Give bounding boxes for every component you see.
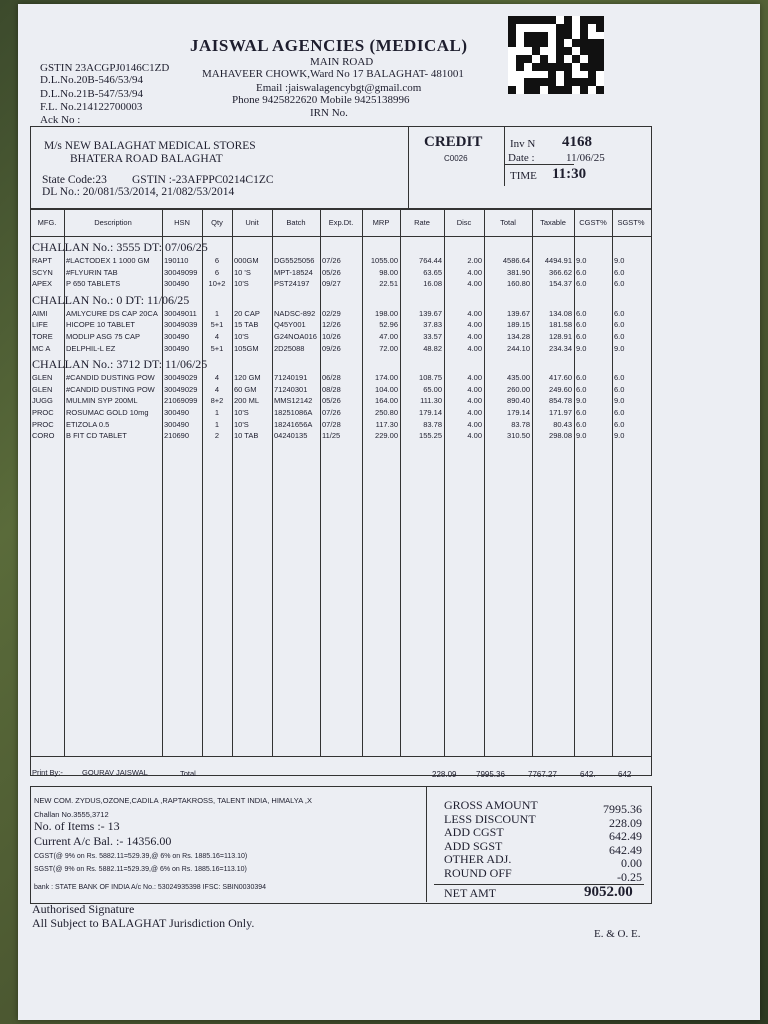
- table-cell: 4.00: [467, 267, 482, 277]
- table-cell: 154.37: [549, 279, 572, 289]
- printed-by-name: GOURAV JAISWAL: [82, 768, 148, 777]
- table-cell: GLEN: [32, 373, 53, 383]
- table-cell: 179.14: [419, 408, 442, 417]
- table-cell: CORO: [32, 431, 55, 441]
- column-header: Description: [94, 218, 132, 227]
- table-cell: 06/28: [322, 373, 341, 383]
- summary-label: ROUND OFF: [444, 865, 512, 880]
- table-cell: MULMIN SYP 200ML: [66, 396, 138, 406]
- summary-label: ADD CGST: [444, 825, 504, 839]
- table-cell: 30049011: [164, 308, 197, 318]
- table-cell: 300490: [164, 343, 190, 353]
- table-cell: 000GM: [234, 256, 259, 265]
- column-divider: [162, 208, 163, 756]
- sgst-note: SGST(@ 9% on Rs. 5882.11=529.39,@ 6% on Rs. 1885.16=113.10): [34, 866, 247, 873]
- table-cell: 52.96: [379, 320, 398, 330]
- table-cell: 10'S: [234, 408, 249, 417]
- seller-fl: F.L. No.214122700003: [40, 101, 143, 113]
- table-cell: 189.15: [507, 320, 530, 330]
- table-cell: 300490: [164, 332, 190, 341]
- table-cell: 4.00: [467, 279, 482, 289]
- table-cell: 63.65: [423, 267, 442, 277]
- table-cell: 6.0: [614, 419, 625, 429]
- table-cell: 10'S: [234, 332, 249, 341]
- column-header: SGST%: [617, 218, 645, 227]
- eoe-note: E. & O. E.: [594, 928, 641, 940]
- summary-label: LESS DISCOUNT: [444, 811, 536, 826]
- table-cell: 98.00: [379, 267, 398, 277]
- table-cell: 4494.91: [544, 256, 572, 265]
- table-cell: 854.78: [549, 396, 572, 406]
- table-cell: 30049099: [164, 267, 198, 277]
- column-divider: [574, 208, 575, 756]
- irn-no: IRN No.: [310, 107, 348, 119]
- column-header: MRP: [372, 218, 390, 227]
- companies-note: NEW COM. ZYDUS,OZONE,CADILA ,RAPTAKROSS, TALENT INDIA, HIMALYA ,X: [34, 796, 312, 805]
- table-cell: 60 GM: [234, 384, 257, 394]
- table-cell: 9.0: [576, 396, 587, 406]
- table-cell: 5+1: [210, 343, 224, 353]
- column-divider: [320, 208, 321, 756]
- table-cell: 120 GM: [234, 373, 261, 383]
- table-cell: 6: [214, 256, 220, 265]
- table-cell: PST24197: [274, 279, 310, 289]
- table-cell: 417.60: [549, 373, 572, 383]
- table-cell: 298.08: [549, 431, 572, 441]
- table-cell: 4.00: [467, 408, 482, 417]
- table-cell: 9.0: [576, 256, 587, 265]
- seller-gstin: GSTIN 23ACGPJ0146C1ZD: [40, 62, 170, 74]
- table-cell: 2D25088: [274, 343, 305, 353]
- table-cell: 6.0: [576, 408, 587, 417]
- table-cell: G24NOA016: [274, 332, 317, 341]
- table-cell: AMLYCURE DS CAP 20CA: [66, 308, 158, 318]
- table-cell: 6.0: [576, 308, 587, 318]
- table-cell: #CANDID DUSTING POW: [66, 373, 155, 383]
- table-cell: 80.43: [553, 419, 572, 429]
- table-cell: ROSUMAC GOLD 10mg: [66, 408, 149, 417]
- invoice-date: 11/06/25: [566, 152, 605, 164]
- table-cell: 890.40: [507, 396, 530, 406]
- table-cell: 174.00: [375, 373, 398, 383]
- table-cell: PROC: [32, 408, 54, 417]
- table-cell: 10/26: [322, 332, 341, 341]
- table-cell: 111.30: [420, 396, 442, 406]
- invoice-paper: [18, 4, 760, 1020]
- table-cell: 1: [214, 408, 220, 417]
- table-cell: DG5525056: [274, 256, 315, 265]
- table-cell: 366.62: [549, 267, 572, 277]
- table-cell: 30049039: [164, 320, 198, 330]
- inv-label: Inv N: [510, 138, 536, 150]
- table-cell: ETIZOLA 0.5: [66, 419, 110, 429]
- table-cell: 20 CAP: [234, 308, 260, 318]
- authorised-signature: Authorised Signature: [32, 902, 135, 916]
- party-state-code: State Code:23: [42, 174, 107, 186]
- table-cell: 07/26: [322, 408, 341, 417]
- table-cell: 764.44: [419, 256, 442, 265]
- table-cell: 6.0: [576, 419, 587, 429]
- table-cell: TORE: [32, 332, 53, 341]
- table-cell: AIMI: [32, 308, 48, 318]
- table-cell: 104.00: [375, 384, 398, 394]
- table-cell: 6.0: [614, 279, 625, 289]
- invoice-type: CREDIT: [424, 134, 483, 150]
- table-cell: 12/26: [322, 320, 341, 330]
- challan-list: Challan No.3555,3712: [34, 810, 109, 819]
- column-divider: [400, 208, 401, 756]
- column-divider: [232, 208, 233, 756]
- column-divider: [612, 208, 613, 756]
- column-divider: [484, 208, 485, 756]
- total-cgst: 642.: [580, 770, 596, 779]
- inv-no: 4168: [562, 134, 592, 150]
- company-email: Email :jaiswalagencybgt@gmail.com: [256, 82, 422, 94]
- table-cell: 179.14: [507, 408, 530, 417]
- table-cell: 4.00: [467, 431, 482, 441]
- table-cell: 381.90: [507, 267, 530, 277]
- table-cell: 6.0: [576, 267, 587, 277]
- table-cell: 6.0: [614, 384, 625, 394]
- company-road: MAIN ROAD: [310, 56, 374, 68]
- table-cell: 22.51: [379, 279, 398, 289]
- table-cell: 300490: [164, 279, 190, 289]
- table-cell: 300490: [164, 408, 190, 417]
- column-header: Qty: [211, 218, 223, 227]
- table-cell: 128.91: [549, 332, 572, 341]
- table-cell: 139.67: [419, 308, 442, 318]
- invoice-code: C0026: [444, 154, 468, 163]
- table-cell: 9.0: [576, 431, 587, 441]
- table-cell: PROC: [32, 419, 54, 429]
- table-cell: 4.00: [467, 373, 482, 383]
- table-cell: 4.00: [467, 419, 482, 429]
- column-divider: [202, 208, 203, 756]
- company-name: JAISWAL AGENCIES (MEDICAL): [190, 36, 468, 55]
- table-cell: 250.80: [375, 408, 398, 417]
- total-taxable: 7767.27: [528, 770, 557, 779]
- table-cell: 05/26: [322, 396, 341, 406]
- table-cell: 260.00: [507, 384, 530, 394]
- table-cell: 1055.00: [370, 256, 398, 265]
- table-cell: 2.00: [467, 256, 482, 265]
- column-header: CGST%: [579, 218, 607, 227]
- summary-value: 0.00: [621, 856, 642, 870]
- table-cell: 6.0: [576, 332, 587, 341]
- time-label: TIME: [510, 170, 537, 182]
- bank-details: bank : STATE BANK OF INDIA A/c No.: 53024935398 IFSC: SBIN0030394: [34, 884, 267, 891]
- table-cell: 04240135: [274, 431, 308, 441]
- total-sgst: 642: [618, 770, 632, 779]
- table-cell: 4: [214, 332, 220, 341]
- table-cell: 4.00: [467, 332, 482, 341]
- table-cell: 07/28: [322, 419, 341, 429]
- column-divider: [532, 208, 533, 756]
- cgst-note: CGST(@ 9% on Rs. 5882.11=529.39,@ 6% on Rs. 1885.16=113.10): [34, 853, 248, 860]
- table-cell: 4.00: [467, 396, 482, 406]
- table-cell: 171.97: [549, 408, 572, 417]
- table-cell: 6.0: [614, 320, 625, 330]
- table-cell: 4586.64: [502, 256, 530, 265]
- printed-by-label: Print By:-: [32, 768, 63, 777]
- table-cell: 30049029: [164, 373, 198, 383]
- table-cell: 10+2: [208, 279, 226, 289]
- table-cell: 105GM: [234, 343, 259, 353]
- summary-label: GROSS AMOUNT: [444, 798, 538, 812]
- table-cell: 18251086A: [274, 408, 313, 417]
- summary-label: OTHER ADJ.: [444, 852, 512, 866]
- table-cell: 210690: [164, 431, 190, 441]
- table-cell: #LACTODEX 1 1000 GM: [66, 256, 150, 265]
- table-cell: GLEN: [32, 384, 53, 394]
- party-gstin: GSTIN :-23AFPPC0214C1ZC: [132, 174, 274, 186]
- table-cell: 435.00: [507, 373, 530, 383]
- column-divider: [64, 208, 65, 756]
- table-cell: 6.0: [576, 384, 587, 394]
- table-cell: B FIT CD TABLET: [66, 431, 127, 441]
- table-cell: 139.67: [507, 308, 530, 318]
- table-cell: DELPHIL-L EZ: [66, 343, 116, 353]
- summary-label: ADD SGST: [444, 838, 503, 853]
- challan-heading: CHALLAN No.: 3555 DT: 07/06/25: [32, 240, 208, 254]
- qr-code-icon: [508, 16, 604, 94]
- invoice-time: 11:30: [552, 166, 587, 182]
- table-cell: 9.0: [614, 431, 625, 441]
- jurisdiction-note: All Subject to BALAGHAT Jurisdiction Only.: [32, 916, 255, 930]
- table-cell: LIFE: [32, 320, 48, 330]
- column-divider: [272, 208, 273, 756]
- table-cell: Q45Y001: [274, 320, 306, 330]
- table-cell: 6.0: [614, 308, 625, 318]
- table-cell: 6.0: [576, 373, 587, 383]
- party-dl: DL No.: 20/081/53/2014, 21/082/53/2014: [42, 186, 235, 198]
- table-cell: 310.50: [507, 431, 530, 441]
- table-cell: 6.0: [614, 332, 625, 341]
- table-cell: 2: [214, 431, 220, 441]
- table-cell: 9.0: [614, 396, 625, 406]
- challan-heading: CHALLAN No.: 0 DT: 11/06/25: [32, 292, 190, 307]
- table-cell: 71240301: [274, 384, 308, 394]
- column-header: HSN: [174, 218, 190, 227]
- table-cell: 4: [214, 373, 220, 383]
- table-cell: 47.00: [379, 332, 398, 341]
- table-cell: 02/29: [322, 308, 341, 318]
- column-header: Total: [500, 218, 516, 227]
- table-cell: 4.00: [467, 343, 482, 353]
- table-cell: 33.57: [423, 332, 442, 341]
- table-cell: 9.0: [576, 343, 587, 353]
- column-header: Unit: [245, 218, 259, 227]
- table-cell: 160.80: [507, 279, 530, 289]
- summary-value: 7995.36: [603, 802, 642, 816]
- table-cell: 108.75: [419, 373, 442, 383]
- table-cell: 155.25: [419, 431, 442, 441]
- table-cell: 4.00: [467, 308, 482, 318]
- table-cell: 15 TAB: [234, 320, 259, 330]
- table-cell: 08/28: [322, 384, 341, 394]
- table-cell: 16.08: [423, 279, 442, 289]
- party-name: M/s NEW BALAGHAT MEDICAL STORES: [44, 140, 256, 152]
- table-cell: 200 ML: [234, 396, 260, 406]
- summary-value: 642.49: [609, 842, 642, 857]
- table-cell: 244.10: [507, 343, 530, 353]
- column-header: Batch: [286, 218, 306, 227]
- table-cell: 6.0: [576, 279, 587, 289]
- table-cell: 37.83: [423, 320, 442, 330]
- table-cell: 300490: [164, 419, 190, 429]
- table-cell: MODLIP ASG 75 CAP: [66, 332, 141, 341]
- company-phone: Phone 9425822620 Mobile 9425138996: [232, 94, 410, 106]
- table-cell: 10 'S: [234, 267, 251, 277]
- seller-dl1: D.L.No.20B-546/53/94: [40, 74, 143, 86]
- date-label: Date :: [508, 152, 535, 164]
- total-discount: 228.09: [432, 770, 457, 779]
- table-cell: MPT-18524: [274, 267, 313, 277]
- table-cell: 164.00: [375, 396, 398, 406]
- table-cell: 10'S: [234, 279, 249, 289]
- table-cell: 71240191: [274, 373, 308, 383]
- table-cell: 10'S: [234, 419, 249, 429]
- column-header: Exp.Dt.: [328, 218, 354, 227]
- table-cell: 134.08: [549, 308, 572, 318]
- column-divider: [444, 208, 445, 756]
- table-cell: 6: [214, 267, 220, 277]
- table-cell: JUGG: [32, 396, 53, 406]
- column-divider: [362, 208, 363, 756]
- table-cell: 07/26: [322, 256, 341, 265]
- table-cell: 8+2: [210, 396, 224, 406]
- table-cell: 30049029: [164, 384, 198, 394]
- table-cell: 181.58: [549, 320, 572, 330]
- table-cell: 198.00: [375, 308, 398, 318]
- table-cell: RAPT: [32, 256, 53, 265]
- table-cell: 21069099: [164, 396, 198, 406]
- table-cell: 11/25: [322, 431, 341, 441]
- table-cell: 09/27: [322, 279, 341, 289]
- table-cell: 18241656A: [274, 419, 313, 429]
- column-header: Disc: [456, 218, 472, 227]
- table-cell: 4.00: [467, 384, 482, 394]
- items-count: No. of Items :- 13: [34, 819, 120, 833]
- table-cell: 249.60: [549, 384, 572, 394]
- table-cell: 10 TAB: [234, 431, 259, 441]
- table-cell: #CANDID DUSTING POW: [66, 384, 155, 394]
- table-cell: 83.78: [511, 419, 530, 429]
- summary-value: 642.49: [609, 829, 642, 843]
- table-cell: NADSC-892: [274, 308, 316, 318]
- summary-value: -0.25: [617, 869, 642, 884]
- table-cell: 1: [214, 419, 220, 429]
- table-cell: 05/26: [322, 267, 341, 277]
- table-cell: SCYN: [32, 267, 53, 277]
- table-cell: 6.0: [614, 408, 625, 417]
- table-cell: 9.0: [614, 343, 625, 353]
- table-cell: 4.00: [467, 320, 482, 330]
- table-cell: 4: [214, 384, 220, 394]
- account-balance: Current A/c Bal. :- 14356.00: [34, 834, 172, 848]
- summary-value: 228.09: [609, 815, 642, 830]
- table-cell: 5+1: [210, 320, 224, 330]
- net-amount-value: 9052.00: [584, 884, 633, 900]
- table-cell: P 650 TABLETS: [66, 279, 121, 289]
- total-label: Total: [180, 769, 196, 778]
- table-cell: 234.34: [549, 343, 572, 353]
- table-cell: 83.78: [423, 419, 442, 429]
- table-cell: 48.82: [423, 343, 442, 353]
- column-header: MFG.: [37, 218, 57, 227]
- table-cell: #FLYURIN TAB: [66, 267, 118, 277]
- table-cell: 6.0: [614, 373, 625, 383]
- table-cell: 229.00: [375, 431, 398, 441]
- company-address: MAHAVEER CHOWK,Ward No 17 BALAGHAT- 481001: [202, 68, 464, 80]
- challan-heading: CHALLAN No.: 3712 DT: 11/06/25: [32, 357, 208, 372]
- table-cell: 6.0: [576, 320, 587, 330]
- total-amount: 7995.36: [476, 770, 505, 779]
- table-cell: 72.00: [379, 343, 398, 353]
- column-header: Rate: [414, 218, 430, 227]
- table-cell: 117.30: [375, 419, 398, 429]
- table-cell: 09/26: [322, 343, 341, 353]
- ack-no: Ack No :: [40, 114, 81, 126]
- table-cell: MMS12142: [274, 396, 313, 406]
- column-header: Taxable: [540, 218, 566, 227]
- table-cell: 190110: [164, 256, 189, 265]
- table-cell: APEX: [32, 279, 53, 289]
- seller-dl2: D.L.No.21B-547/53/94: [40, 88, 143, 100]
- table-cell: 1: [214, 308, 220, 318]
- net-amount-label: NET AMT: [444, 886, 497, 900]
- table-cell: MC A: [32, 343, 51, 353]
- table-cell: 9.0: [614, 256, 625, 265]
- table-cell: 65.00: [423, 384, 442, 394]
- table-cell: 6.0: [614, 267, 625, 277]
- table-cell: HICOPE 10 TABLET: [66, 320, 135, 330]
- party-address: BHATERA ROAD BALAGHAT: [70, 153, 223, 165]
- table-cell: 134.28: [507, 332, 530, 341]
